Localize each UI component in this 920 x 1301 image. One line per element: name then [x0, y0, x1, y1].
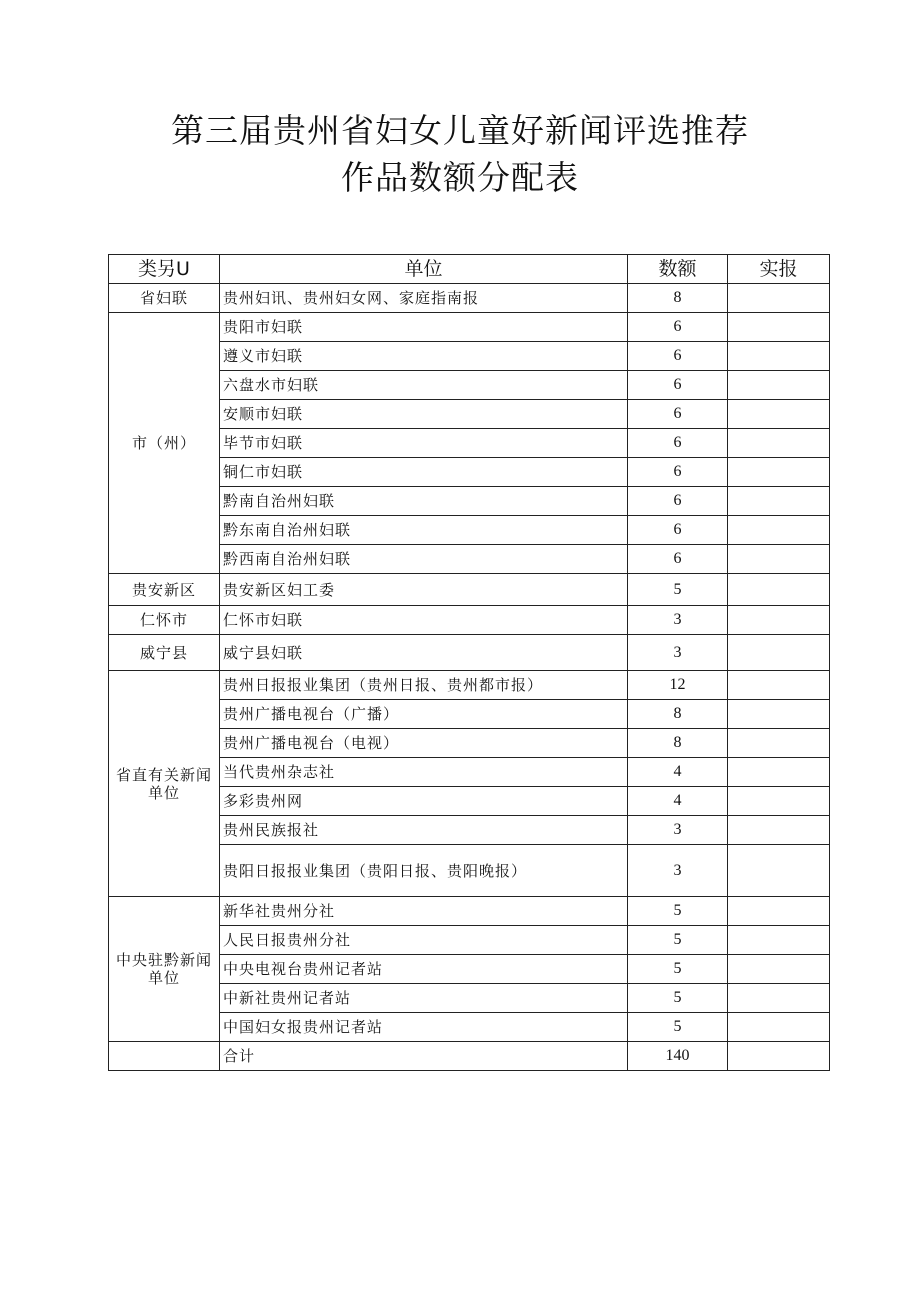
category-guian: 贵安新区: [109, 574, 220, 606]
reported-cell[interactable]: [728, 758, 830, 787]
quota-cell: 6: [628, 458, 728, 487]
header-reported: 实报: [728, 255, 830, 284]
reported-cell[interactable]: [728, 606, 830, 635]
quota-cell: 4: [628, 787, 728, 816]
unit-cell: 贵安新区妇工委: [220, 574, 628, 606]
reported-cell[interactable]: [728, 371, 830, 400]
unit-cell: 黔东南自治州妇联: [220, 516, 628, 545]
reported-cell[interactable]: [728, 429, 830, 458]
reported-cell[interactable]: [728, 458, 830, 487]
quota-cell: 8: [628, 284, 728, 313]
total-reported-cell[interactable]: [728, 1042, 830, 1071]
table-row: [109, 606, 830, 635]
reported-cell[interactable]: [728, 313, 830, 342]
reported-cell[interactable]: [728, 845, 830, 897]
reported-cell[interactable]: [728, 487, 830, 516]
header-category: 类另U: [109, 255, 220, 284]
quota-cell: 6: [628, 342, 728, 371]
unit-cell: 多彩贵州网: [220, 787, 628, 816]
reported-cell[interactable]: [728, 955, 830, 984]
table-header-row: [109, 255, 830, 284]
unit-cell: 威宁县妇联: [220, 635, 628, 671]
document-title-line-2: 作品数额分配表: [341, 158, 579, 197]
unit-cell: 中央电视台贵州记者站: [220, 955, 628, 984]
unit-cell: 人民日报贵州分社: [220, 926, 628, 955]
quota-cell: 12: [628, 671, 728, 700]
unit-cell: 六盘水市妇联: [220, 371, 628, 400]
header-unit: 单位: [220, 255, 628, 284]
category-provincial-media: 省直有关新闻单位: [109, 671, 220, 897]
unit-cell: 贵州民族报社: [220, 816, 628, 845]
unit-cell: 黔西南自治州妇联: [220, 545, 628, 574]
reported-cell[interactable]: [728, 787, 830, 816]
reported-cell[interactable]: [728, 897, 830, 926]
reported-cell[interactable]: [728, 926, 830, 955]
reported-cell[interactable]: [728, 1013, 830, 1042]
table-row: [109, 671, 830, 700]
category-provincial-federation: 省妇联: [109, 284, 220, 313]
quota-cell: 6: [628, 545, 728, 574]
total-quota: 140: [628, 1042, 728, 1071]
unit-cell: 当代贵州杂志社: [220, 758, 628, 787]
reported-cell[interactable]: [728, 516, 830, 545]
document-title-line-1: 第三届贵州省妇女儿童好新闻评选推荐: [171, 111, 749, 150]
quota-cell: 6: [628, 487, 728, 516]
unit-cell: 新华社贵州分社: [220, 897, 628, 926]
total-row: [109, 1042, 830, 1071]
reported-cell[interactable]: [728, 545, 830, 574]
unit-cell: 仁怀市妇联: [220, 606, 628, 635]
unit-cell: 贵州妇讯、贵州妇女网、家庭指南报: [220, 284, 628, 313]
unit-cell: 贵州日报报业集团（贵州日报、贵州都市报）: [220, 671, 628, 700]
unit-cell: 黔南自治州妇联: [220, 487, 628, 516]
quota-allocation-table: [108, 254, 830, 1071]
reported-cell[interactable]: [728, 342, 830, 371]
category-central-media: 中央驻黔新闻单位: [109, 897, 220, 1042]
quota-cell: 4: [628, 758, 728, 787]
reported-cell[interactable]: [728, 635, 830, 671]
table-row: [109, 313, 830, 342]
unit-cell: 安顺市妇联: [220, 400, 628, 429]
unit-cell: 贵州广播电视台（广播）: [220, 700, 628, 729]
table-row: [109, 574, 830, 606]
reported-cell[interactable]: [728, 700, 830, 729]
table-row: [109, 897, 830, 926]
reported-cell[interactable]: [728, 729, 830, 758]
category-weining: 威宁县: [109, 635, 220, 671]
quota-cell: 6: [628, 429, 728, 458]
quota-cell: 3: [628, 816, 728, 845]
unit-cell: 贵阳市妇联: [220, 313, 628, 342]
category-renhuai: 仁怀市: [109, 606, 220, 635]
quota-cell: 3: [628, 606, 728, 635]
quota-cell: 5: [628, 926, 728, 955]
unit-cell: 贵阳日报报业集团（贵阳日报、贵阳晚报）: [220, 845, 628, 897]
reported-cell[interactable]: [728, 984, 830, 1013]
quota-cell: 6: [628, 516, 728, 545]
reported-cell[interactable]: [728, 574, 830, 606]
quota-cell: 5: [628, 897, 728, 926]
unit-cell: 中新社贵州记者站: [220, 984, 628, 1013]
quota-cell: 5: [628, 1013, 728, 1042]
unit-cell: 贵州广播电视台（电视）: [220, 729, 628, 758]
quota-cell: 8: [628, 700, 728, 729]
quota-cell: 5: [628, 574, 728, 606]
category-city: 市（州）: [109, 313, 220, 574]
quota-cell: 5: [628, 984, 728, 1013]
total-category-cell: [109, 1042, 220, 1071]
quota-cell: 3: [628, 845, 728, 897]
quota-cell: 3: [628, 635, 728, 671]
unit-cell: 毕节市妇联: [220, 429, 628, 458]
reported-cell[interactable]: [728, 400, 830, 429]
table-row: [109, 635, 830, 671]
unit-cell: 中国妇女报贵州记者站: [220, 1013, 628, 1042]
total-label: 合计: [220, 1042, 628, 1071]
quota-cell: 6: [628, 400, 728, 429]
reported-cell[interactable]: [728, 284, 830, 313]
quota-cell: 8: [628, 729, 728, 758]
quota-cell: 6: [628, 313, 728, 342]
header-quota: 数额: [628, 255, 728, 284]
quota-cell: 6: [628, 371, 728, 400]
unit-cell: 铜仁市妇联: [220, 458, 628, 487]
table-row: [109, 284, 830, 313]
quota-cell: 5: [628, 955, 728, 984]
reported-cell[interactable]: [728, 816, 830, 845]
reported-cell[interactable]: [728, 671, 830, 700]
unit-cell: 遵义市妇联: [220, 342, 628, 371]
